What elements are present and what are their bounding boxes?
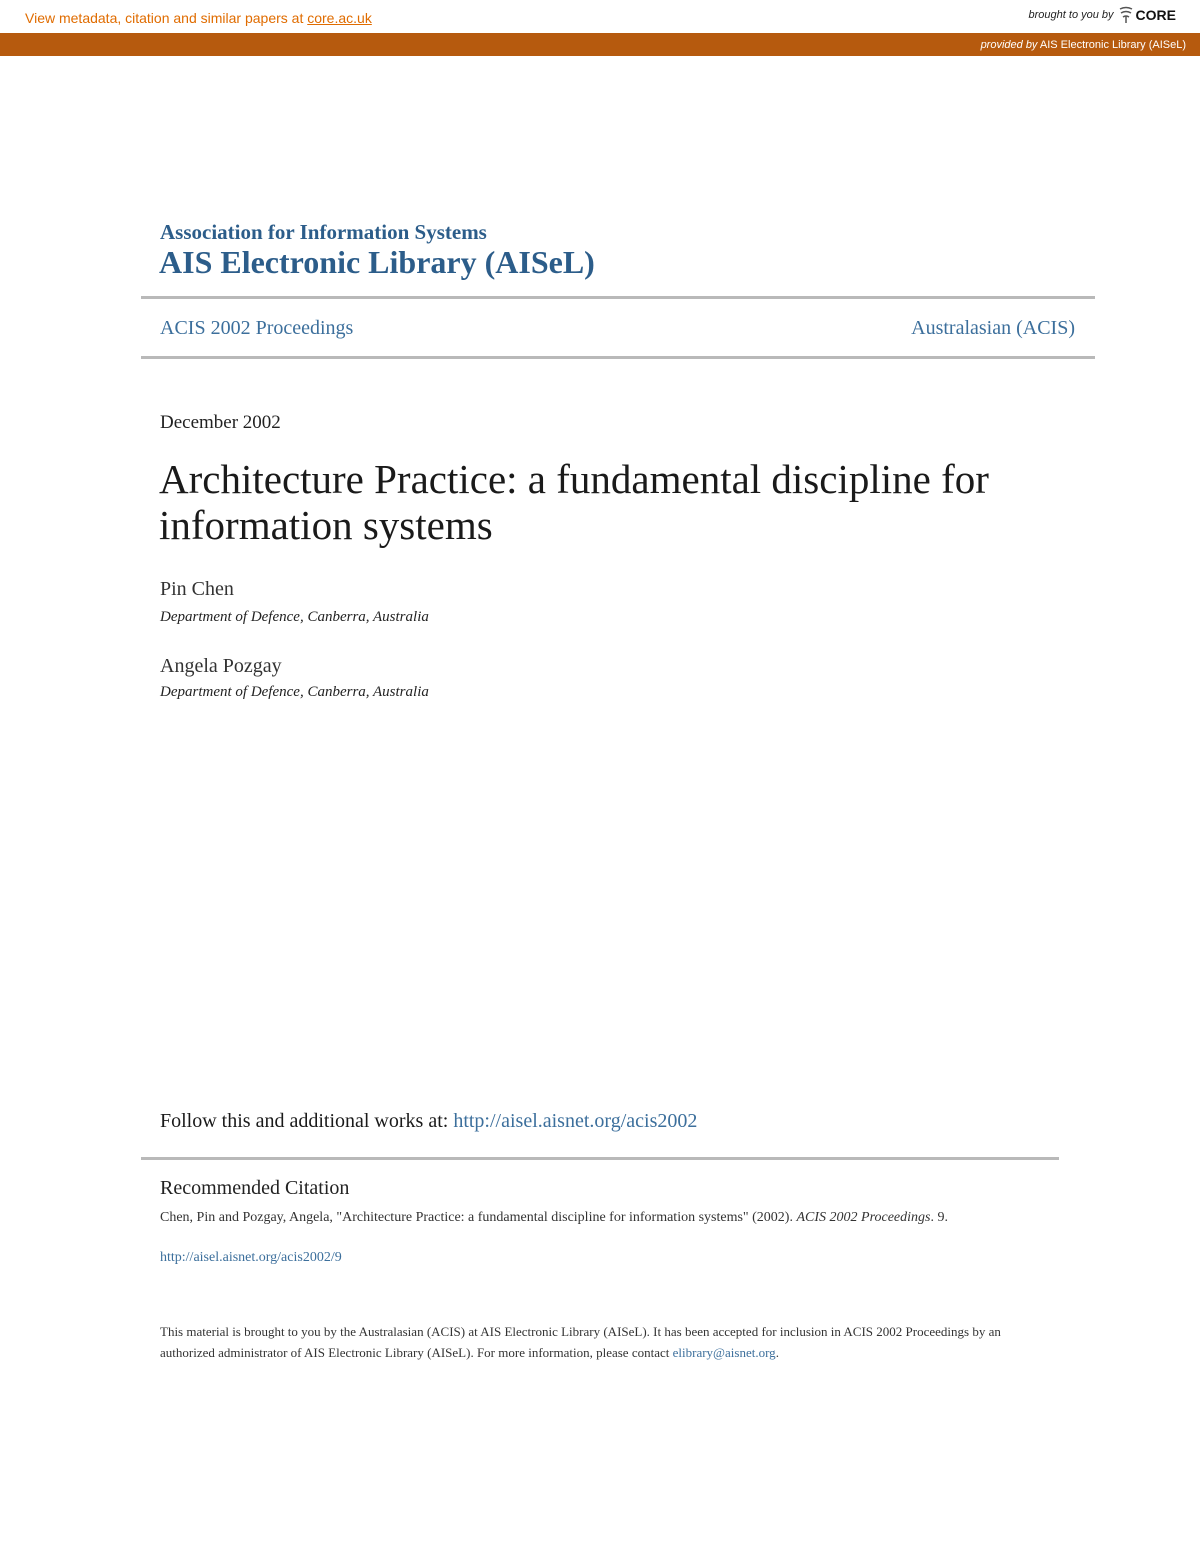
core-provided-line[interactable]: [981, 39, 1186, 51]
association-name[interactable]: Association for Information Systems: [160, 220, 487, 244]
access-notice: [160, 1321, 1020, 1363]
author-affiliation: Department of Defence, Canberra, Australia: [160, 609, 429, 625]
core-provided-prefix: provided by: [980, 39, 1038, 51]
breadcrumb-proceedings[interactable]: ACIS 2002 Proceedings: [160, 317, 354, 339]
citation-heading: Recommended Citation: [160, 1177, 350, 1199]
core-metadata-line: [25, 10, 372, 26]
follow-link[interactable]: http://aisel.aisnet.org/acis2002: [453, 1110, 698, 1132]
citation-link[interactable]: http://aisel.aisnet.org/acis2002/9: [160, 1250, 342, 1265]
core-link[interactable]: core.ac.uk: [307, 10, 372, 26]
core-provided-bar: [0, 33, 1200, 56]
core-header: [0, 0, 1200, 33]
core-logo: [1118, 6, 1176, 24]
core-logo-text: CORE: [1135, 7, 1176, 23]
citation-text: [160, 1207, 1000, 1228]
citation-journal: ACIS 2002 Proceedings: [796, 1210, 931, 1225]
notice-end: .: [775, 1345, 779, 1360]
author-name: Angela Pozgay: [160, 655, 282, 677]
paper-title: Architecture Practice: a fundamental discipline for information systems: [159, 456, 989, 548]
core-metadata-text: View metadata, citation and similar papers at: [25, 10, 308, 26]
follow-label: Follow this and additional works at:: [160, 1110, 454, 1132]
author-name: Pin Chen: [160, 578, 234, 600]
library-name[interactable]: AIS Electronic Library (AISeL): [159, 244, 595, 280]
header-divider-bottom: [141, 356, 1095, 359]
core-provided-source: AIS Electronic Library (AISeL): [1037, 39, 1186, 51]
core-logo-icon: [1118, 6, 1134, 24]
contact-email-link[interactable]: elibrary@aisnet.org: [672, 1345, 776, 1360]
core-brought-by[interactable]: [1029, 6, 1176, 24]
core-brought-text: brought to you by: [1028, 9, 1114, 21]
citation-number: . 9.: [930, 1210, 948, 1225]
follow-line: [160, 1110, 697, 1133]
notice-text: This material is brought to you by the Australasian (ACIS) at AIS Electronic Library (AISeL). It has been accepted for inclusion in ACIS 2002 Proceedings by an authorized administrator of AIS Electronic Library (AISeL). For more information, please contact: [160, 1324, 1001, 1360]
author-affiliation: Department of Defence, Canberra, Australia: [160, 684, 429, 700]
citation-divider: [141, 1157, 1059, 1160]
publication-date: December 2002: [160, 412, 281, 433]
citation-main: Chen, Pin and Pozgay, Angela, "Architecture Practice: a fundamental discipline for information systems" (2002).: [160, 1210, 797, 1225]
header-divider-top: [141, 296, 1095, 299]
breadcrumb-collection[interactable]: Australasian (ACIS): [911, 317, 1075, 339]
